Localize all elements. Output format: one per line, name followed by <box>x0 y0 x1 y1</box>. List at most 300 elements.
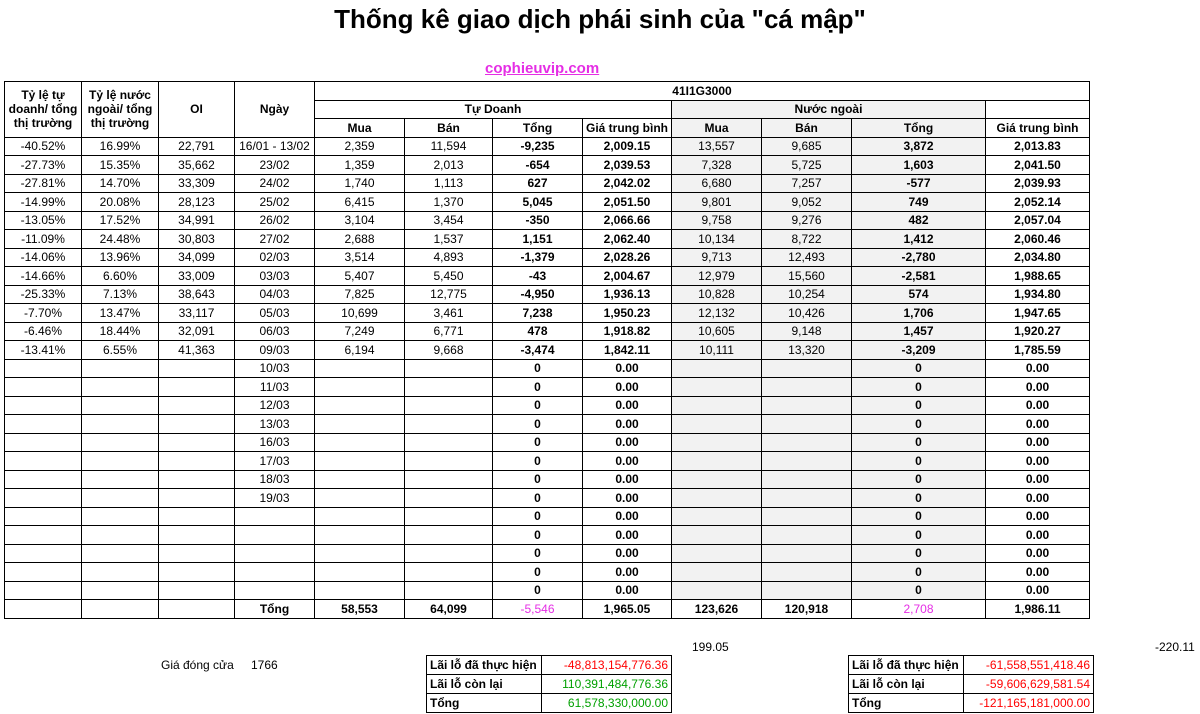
cell-tdr: -14.66% <box>5 267 82 286</box>
cell-oi <box>159 396 235 415</box>
cell-tdm <box>315 378 405 397</box>
cell-tdb <box>405 526 493 545</box>
header-td-tong: Tổng <box>493 119 583 138</box>
cell-date: 18/03 <box>235 470 315 489</box>
cell-nnb: 10,254 <box>762 285 852 304</box>
cell-nnm <box>672 452 762 471</box>
cell-tdt: 5,045 <box>493 193 583 212</box>
cell-nnr <box>82 452 159 471</box>
cell-tdt: -9,235 <box>493 137 583 156</box>
cell-date <box>235 563 315 582</box>
cell-tdt: -1,379 <box>493 248 583 267</box>
cell-tdg: 2,039.53 <box>583 156 672 175</box>
pl-td-total-label: Tổng <box>427 694 542 713</box>
site-link[interactable]: cophieuvip.com <box>485 60 600 77</box>
cell-tdg: 0.00 <box>583 507 672 526</box>
cell-nnm <box>672 581 762 600</box>
cell-tdg: 0.00 <box>583 470 672 489</box>
cell-nnt: 0 <box>852 359 986 378</box>
cell-nng: 0.00 <box>986 452 1090 471</box>
cell-tdg: 0.00 <box>583 378 672 397</box>
total-blank <box>159 600 235 619</box>
cell-nnr <box>82 359 159 378</box>
table-row <box>5 396 1090 415</box>
cell-tdb <box>405 563 493 582</box>
cell-nnr: 6.60% <box>82 267 159 286</box>
cell-nnr <box>82 470 159 489</box>
cell-nnr: 13.47% <box>82 304 159 323</box>
cell-date: 10/03 <box>235 359 315 378</box>
cell-nnt: 749 <box>852 193 986 212</box>
cell-tdt: 1,151 <box>493 230 583 249</box>
cell-nnm <box>672 359 762 378</box>
cell-nng: 2,039.93 <box>986 174 1090 193</box>
cell-oi <box>159 378 235 397</box>
cell-oi <box>159 433 235 452</box>
cell-nnt: 1,706 <box>852 304 986 323</box>
cell-nng: 2,034.80 <box>986 248 1090 267</box>
cell-tdb <box>405 378 493 397</box>
table-row <box>5 544 1090 563</box>
table-row <box>5 322 1090 341</box>
cell-tdt: 0 <box>493 526 583 545</box>
cell-nnt: 0 <box>852 544 986 563</box>
cell-nnm: 10,134 <box>672 230 762 249</box>
cell-oi <box>159 470 235 489</box>
cell-nng: 1,947.65 <box>986 304 1090 323</box>
cell-oi <box>159 359 235 378</box>
cell-nnb: 10,426 <box>762 304 852 323</box>
table-row <box>5 174 1090 193</box>
cell-tdr: -13.41% <box>5 341 82 360</box>
cell-tdr <box>5 507 82 526</box>
cell-nng: 0.00 <box>986 433 1090 452</box>
cell-nnm <box>672 489 762 508</box>
cell-date: 25/02 <box>235 193 315 212</box>
cell-tdb <box>405 359 493 378</box>
cell-tdg: 0.00 <box>583 359 672 378</box>
cell-nnm <box>672 396 762 415</box>
cell-tdg: 0.00 <box>583 433 672 452</box>
cell-nnb: 15,560 <box>762 267 852 286</box>
header-nuoc-ngoai: Nước ngoài <box>672 100 986 119</box>
cell-nng: 0.00 <box>986 359 1090 378</box>
cell-tdg: 2,004.67 <box>583 267 672 286</box>
cell-nnb <box>762 378 852 397</box>
cell-tdr: -27.81% <box>5 174 82 193</box>
cell-tdb <box>405 452 493 471</box>
cell-tdt: 478 <box>493 322 583 341</box>
cell-tdb: 11,594 <box>405 137 493 156</box>
cell-date: 02/03 <box>235 248 315 267</box>
cell-nnt: 0 <box>852 396 986 415</box>
cell-tdt: 0 <box>493 470 583 489</box>
cell-tdb: 1,113 <box>405 174 493 193</box>
cell-tdr <box>5 581 82 600</box>
cell-date: 17/03 <box>235 452 315 471</box>
cell-nnb: 9,685 <box>762 137 852 156</box>
cell-nnm: 13,557 <box>672 137 762 156</box>
cell-tdt: 0 <box>493 415 583 434</box>
cell-tdt: -43 <box>493 267 583 286</box>
pl-tu-doanh-table <box>426 655 672 713</box>
cell-date: 16/01 - 13/02 <box>235 137 315 156</box>
cell-date: 23/02 <box>235 156 315 175</box>
cell-nnt: 0 <box>852 433 986 452</box>
cell-tdm: 2,359 <box>315 137 405 156</box>
cell-tdm <box>315 415 405 434</box>
cell-nng: 2,052.14 <box>986 193 1090 212</box>
cell-tdt: 627 <box>493 174 583 193</box>
cell-nnr: 6.55% <box>82 341 159 360</box>
cell-tdg: 0.00 <box>583 452 672 471</box>
cell-nnt: -2,780 <box>852 248 986 267</box>
total-nnm: 123,626 <box>672 600 762 619</box>
cell-nng: 0.00 <box>986 415 1090 434</box>
cell-nnr: 14.70% <box>82 174 159 193</box>
header-tu-doanh: Tự Doanh <box>315 100 672 119</box>
cell-nnb <box>762 581 852 600</box>
cell-tdr <box>5 415 82 434</box>
cell-tdm <box>315 526 405 545</box>
table-row <box>5 415 1090 434</box>
total-tdt: -5,546 <box>493 600 583 619</box>
cell-nnb: 9,148 <box>762 322 852 341</box>
cell-oi: 28,123 <box>159 193 235 212</box>
cell-tdb: 9,668 <box>405 341 493 360</box>
cell-nnt: 0 <box>852 452 986 471</box>
header-ngay: Ngày <box>235 82 315 138</box>
cell-tdm: 7,249 <box>315 322 405 341</box>
total-blank <box>82 600 159 619</box>
cell-tdb: 1,370 <box>405 193 493 212</box>
close-price-label: Giá đóng cửa <box>161 658 234 672</box>
cell-nnr <box>82 544 159 563</box>
cell-tdg: 2,062.40 <box>583 230 672 249</box>
pl-nn-realized-value: -61,558,551,418.46 <box>964 656 1094 675</box>
cell-nnb: 13,320 <box>762 341 852 360</box>
cell-nnt: 574 <box>852 285 986 304</box>
total-label: Tổng <box>235 600 315 619</box>
cell-tdg: 1,842.11 <box>583 341 672 360</box>
cell-nnr <box>82 507 159 526</box>
cell-tdm: 3,104 <box>315 211 405 230</box>
cell-tdm <box>315 470 405 489</box>
cell-tdt: 0 <box>493 433 583 452</box>
cell-nnr <box>82 396 159 415</box>
cell-nnb <box>762 507 852 526</box>
table-row <box>5 378 1090 397</box>
cell-tdt: 0 <box>493 489 583 508</box>
td-price-diff: 199.05 <box>692 640 729 654</box>
table-row <box>5 470 1090 489</box>
cell-tdb: 4,893 <box>405 248 493 267</box>
header-blank <box>986 100 1090 119</box>
cell-tdg: 0.00 <box>583 396 672 415</box>
close-price-value: 1766 <box>251 658 278 672</box>
pl-td-remaining-label: Lãi lỗ còn lại <box>427 675 542 694</box>
cell-tdr: -13.05% <box>5 211 82 230</box>
cell-tdb: 3,461 <box>405 304 493 323</box>
cell-tdg: 2,028.26 <box>583 248 672 267</box>
cell-tdm <box>315 544 405 563</box>
cell-nnt: 0 <box>852 581 986 600</box>
cell-tdb: 5,450 <box>405 267 493 286</box>
total-blank <box>5 600 82 619</box>
cell-tdg: 0.00 <box>583 489 672 508</box>
cell-nnb <box>762 544 852 563</box>
cell-nnb: 8,722 <box>762 230 852 249</box>
cell-tdt: 0 <box>493 563 583 582</box>
cell-nnr: 16.99% <box>82 137 159 156</box>
cell-oi: 33,309 <box>159 174 235 193</box>
table-row <box>5 211 1090 230</box>
cell-tdm <box>315 396 405 415</box>
cell-date <box>235 544 315 563</box>
cell-date: 24/02 <box>235 174 315 193</box>
cell-tdg: 0.00 <box>583 563 672 582</box>
cell-nng: 2,013.83 <box>986 137 1090 156</box>
table-row <box>5 433 1090 452</box>
cell-nng: 0.00 <box>986 581 1090 600</box>
cell-tdg: 2,051.50 <box>583 193 672 212</box>
cell-oi: 30,803 <box>159 230 235 249</box>
cell-tdt: 0 <box>493 452 583 471</box>
cell-oi: 34,991 <box>159 211 235 230</box>
cell-nnb: 9,276 <box>762 211 852 230</box>
total-tdm: 58,553 <box>315 600 405 619</box>
cell-tdr <box>5 452 82 471</box>
cell-tdm <box>315 359 405 378</box>
cell-nng: 0.00 <box>986 544 1090 563</box>
table-row <box>5 267 1090 286</box>
pl-nuoc-ngoai-table <box>848 655 1094 713</box>
cell-tdb <box>405 507 493 526</box>
cell-oi <box>159 581 235 600</box>
cell-nnm <box>672 433 762 452</box>
cell-nnt: 0 <box>852 489 986 508</box>
cell-tdb: 2,013 <box>405 156 493 175</box>
cell-tdt: -350 <box>493 211 583 230</box>
cell-tdt: 7,238 <box>493 304 583 323</box>
table-row <box>5 489 1090 508</box>
cell-nnr <box>82 433 159 452</box>
cell-oi <box>159 452 235 471</box>
cell-tdr <box>5 470 82 489</box>
cell-nnb <box>762 433 852 452</box>
cell-nnr <box>82 378 159 397</box>
pl-td-total-value: 61,578,330,000.00 <box>542 694 672 713</box>
cell-nnb <box>762 470 852 489</box>
cell-date: 13/03 <box>235 415 315 434</box>
cell-oi: 35,662 <box>159 156 235 175</box>
header-nn-ban: Bán <box>762 119 852 138</box>
cell-date: 12/03 <box>235 396 315 415</box>
cell-tdb <box>405 544 493 563</box>
header-ty-le-tu-doanh: Tỷ lệ tự doanh/ tổng thị trường <box>5 82 82 138</box>
cell-oi <box>159 489 235 508</box>
cell-tdr <box>5 396 82 415</box>
cell-tdt: 0 <box>493 507 583 526</box>
cell-tdg: 2,042.02 <box>583 174 672 193</box>
cell-oi: 33,009 <box>159 267 235 286</box>
cell-nnm: 9,713 <box>672 248 762 267</box>
cell-tdt: 0 <box>493 378 583 397</box>
cell-tdm <box>315 581 405 600</box>
pl-nn-total-value: -121,165,181,000.00 <box>964 694 1094 713</box>
table-row <box>5 193 1090 212</box>
cell-date <box>235 581 315 600</box>
cell-tdb <box>405 581 493 600</box>
cell-nng: 0.00 <box>986 563 1090 582</box>
cell-tdg: 0.00 <box>583 526 672 545</box>
header-nn-gia: Giá trung bình <box>986 119 1090 138</box>
cell-tdm: 1,740 <box>315 174 405 193</box>
table-row <box>5 563 1090 582</box>
cell-nng: 2,060.46 <box>986 230 1090 249</box>
cell-tdr <box>5 526 82 545</box>
cell-nnr <box>82 526 159 545</box>
cell-tdg: 1,936.13 <box>583 285 672 304</box>
cell-nnr: 17.52% <box>82 211 159 230</box>
cell-nnr: 20.08% <box>82 193 159 212</box>
table-row <box>5 248 1090 267</box>
table-row <box>5 156 1090 175</box>
total-nnb: 120,918 <box>762 600 852 619</box>
cell-nnr: 13.96% <box>82 248 159 267</box>
cell-tdb: 12,775 <box>405 285 493 304</box>
cell-tdt: 0 <box>493 581 583 600</box>
cell-tdm: 10,699 <box>315 304 405 323</box>
cell-oi: 41,363 <box>159 341 235 360</box>
cell-tdb <box>405 489 493 508</box>
cell-date: 11/03 <box>235 378 315 397</box>
cell-tdr <box>5 544 82 563</box>
header-td-gia: Giá trung bình <box>583 119 672 138</box>
cell-nnm <box>672 526 762 545</box>
cell-nnm: 9,758 <box>672 211 762 230</box>
cell-tdr: -14.99% <box>5 193 82 212</box>
cell-tdb <box>405 396 493 415</box>
cell-oi <box>159 544 235 563</box>
cell-oi <box>159 526 235 545</box>
cell-nnt: 482 <box>852 211 986 230</box>
cell-nnt: 0 <box>852 563 986 582</box>
table-row <box>5 230 1090 249</box>
cell-nng: 1,988.65 <box>986 267 1090 286</box>
cell-nnb <box>762 489 852 508</box>
cell-nng: 2,041.50 <box>986 156 1090 175</box>
pl-td-realized-label: Lãi lỗ đã thực hiện <box>427 656 542 675</box>
cell-nnt: -577 <box>852 174 986 193</box>
nn-price-diff: -220.11 <box>1155 640 1195 654</box>
cell-tdr <box>5 433 82 452</box>
cell-tdb <box>405 415 493 434</box>
table-row <box>5 285 1090 304</box>
pl-td-realized-value: -48,813,154,776.36 <box>542 656 672 675</box>
pl-nn-remaining-value: -59,606,629,581.54 <box>964 675 1094 694</box>
cell-nnr <box>82 563 159 582</box>
cell-tdm: 2,688 <box>315 230 405 249</box>
cell-tdr: -27.73% <box>5 156 82 175</box>
cell-tdg: 0.00 <box>583 415 672 434</box>
cell-tdb: 6,771 <box>405 322 493 341</box>
cell-nnt: -2,581 <box>852 267 986 286</box>
cell-tdg: 0.00 <box>583 581 672 600</box>
cell-nng: 0.00 <box>986 470 1090 489</box>
cell-date: 05/03 <box>235 304 315 323</box>
cell-tdt: 0 <box>493 544 583 563</box>
cell-tdr <box>5 489 82 508</box>
cell-tdt: 0 <box>493 396 583 415</box>
cell-nnb <box>762 415 852 434</box>
cell-nng: 0.00 <box>986 396 1090 415</box>
cell-nng: 0.00 <box>986 489 1090 508</box>
cell-nnt: 0 <box>852 415 986 434</box>
table-row <box>5 452 1090 471</box>
cell-nnm <box>672 378 762 397</box>
pl-nn-remaining-label: Lãi lỗ còn lại <box>849 675 964 694</box>
header-ty-le-nuoc-ngoai: Tỷ lệ nước ngoài/ tổng thị trường <box>82 82 159 138</box>
cell-nnr <box>82 415 159 434</box>
cell-tdr: -11.09% <box>5 230 82 249</box>
table-row <box>5 341 1090 360</box>
cell-nnr: 18.44% <box>82 322 159 341</box>
cell-nnm: 10,828 <box>672 285 762 304</box>
cell-nnt: 1,457 <box>852 322 986 341</box>
cell-tdm <box>315 489 405 508</box>
cell-nnt: -3,209 <box>852 341 986 360</box>
cell-tdt: -3,474 <box>493 341 583 360</box>
cell-oi: 33,117 <box>159 304 235 323</box>
cell-nnb <box>762 563 852 582</box>
cell-nnm: 12,979 <box>672 267 762 286</box>
cell-nnb <box>762 526 852 545</box>
cell-tdr: -6.46% <box>5 322 82 341</box>
cell-tdr: -25.33% <box>5 285 82 304</box>
cell-date: 03/03 <box>235 267 315 286</box>
table-row <box>5 507 1090 526</box>
cell-date: 09/03 <box>235 341 315 360</box>
cell-tdt: -654 <box>493 156 583 175</box>
cell-tdr <box>5 563 82 582</box>
total-row <box>5 600 1090 619</box>
cell-date: 26/02 <box>235 211 315 230</box>
cell-nng: 1,785.59 <box>986 341 1090 360</box>
cell-nnr <box>82 581 159 600</box>
cell-nnr: 7.13% <box>82 285 159 304</box>
cell-oi <box>159 563 235 582</box>
total-nnt: 2,708 <box>852 600 986 619</box>
cell-nnb: 5,725 <box>762 156 852 175</box>
table-row <box>5 526 1090 545</box>
table-row <box>5 137 1090 156</box>
cell-tdb: 3,454 <box>405 211 493 230</box>
cell-oi: 38,643 <box>159 285 235 304</box>
total-tdg: 1,965.05 <box>583 600 672 619</box>
header-oi: OI <box>159 82 235 138</box>
total-tdb: 64,099 <box>405 600 493 619</box>
cell-date: 27/02 <box>235 230 315 249</box>
cell-nnb: 7,257 <box>762 174 852 193</box>
derivatives-table <box>4 81 1090 619</box>
cell-nnt: 0 <box>852 378 986 397</box>
cell-tdm: 6,194 <box>315 341 405 360</box>
cell-oi: 32,091 <box>159 322 235 341</box>
cell-tdt: -4,950 <box>493 285 583 304</box>
cell-tdr <box>5 359 82 378</box>
cell-date: 04/03 <box>235 285 315 304</box>
